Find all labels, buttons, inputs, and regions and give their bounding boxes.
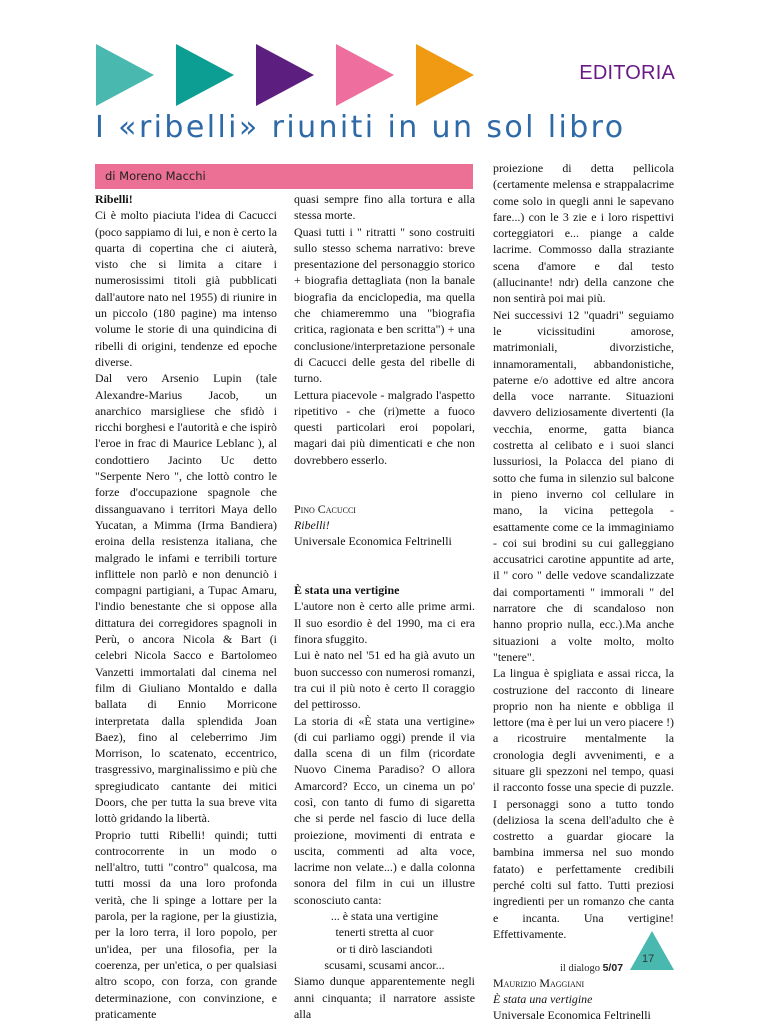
section-label: EDITORIA — [579, 62, 675, 84]
byline: di Moreno Macchi — [105, 169, 206, 183]
paragraph: La lingua è spigliata e assai ricca, la costruzione del racconto di lineare proprio non ha niente e obbliga il lettore (ma è per lui un vero piacere !) a ricostruire mentalmente la cronologia degli avvenimenti, e a situare gli spezzoni nel tempo, quasi il racconto fosse una specie di puzzle. I personaggi sono a tutto tondo (deliziosa la scena dell'adulto che è costretto a guardar giocare la bambina immersa nel suo mondo fatato) e perfettamente credibili perché colti sul fatto. Tutti preziosi ingredienti per un romanzo che canta e incanta. Una vertigine! Effettivamente. — [493, 666, 674, 941]
book-author: Pino Cacucci — [294, 501, 356, 516]
column-3 — [493, 160, 674, 1024]
book-author: Maurizio Maggiani — [493, 975, 585, 990]
paragraph: Proprio tutti Ribelli! quindi; tutti controcorrente in un modo o nell'altro, tutti "contro" qualcosa, ma tutti mossi da una loro profonda verità, che li spinge a lottare per la parola, per la ragione, per la giustizia, per la loro terra, il loro popolo, per un'idea, per una filosofia, per la coerenza, per un'etica, o per qualsiasi altro scopo, con forza, con grande determinazione, con convinzione, e praticamente — [95, 827, 277, 1021]
decor-triangle-2 — [176, 44, 234, 106]
paragraph: proiezione di detta pellicola (certamente melensa e strappalacrime come solo in quegli anni le sapevano fare...) con le 3 zie e i loro rispettivi corteggiatori e... piange a calde lacrime. Commosso dalla straziante scena d'amore e dal testo (allucinante! ndr) della canzone che non sentirà poi mai più. — [493, 161, 674, 306]
paragraph: Dal vero Arsenio Lupin (tale Alexandre-Marius Jacob, un anarchico marsigliese che sfidò i ricchi borghesi e l'autorità e che ispirò l'eroe in frac di Maurice Leblanc ), al condottiero Jacinto Uc detto "Serpente Nero ", che lottò contro le forze d'occupazione spagnole che dissanguavano i territori Maya dello Yucatan, a Mimma (Irma Bandiera) eroina della resistenza italiana, che malgrado le infami e terribili torture inflittele non parlò e non denunciò i compagni partigiani, a Tupac Amaru, l'indio benestante che si oppose alla dittatura dei corregidores spagnoli in Perù, o ancora Nicola & Bart (i celebri Nicola Sacco e Bartolomeo Vanzetti immortalati dal cinema nel film di Giuliano Montaldo e dalla ballata di Ennio Morricone interpretata dalla splendida Joan Baez), fino al celeberrimo Jim Morrison, lo scatenato, eccentrico, trasgressivo, marginalissimo e più che spregiudicato cantante dei mitici Doors, che per tutta la sua breve vita lottò gridando la libertà. — [95, 371, 277, 826]
paragraph: Quasi tutti i " ritratti " sono costruiti sullo stesso schema narrativo: breve presentazione del personaggio storico + biografia dettagliata (non la banale biografia da enciclopedia, ma quella che chiameremmo una "biografia critica, ragionata e ben scritta") + una conclusione/interpretazione personale di Cacucci delle gesta del ribelle di turno. — [294, 224, 475, 386]
book-title: Ribelli! — [294, 517, 330, 532]
verse-line: tenerti stretta al cuor — [335, 925, 434, 940]
decor-triangle-3 — [256, 44, 314, 106]
decor-triangle-1 — [96, 44, 154, 106]
paragraph: L'autore non è certo alle prime armi. Il suo esordio è del 1990, ma ci era finora sfuggito. — [294, 599, 475, 647]
decor-triangle-5 — [416, 44, 474, 106]
page-number: 17 — [642, 953, 655, 965]
book-title: È stata una vertigine — [493, 992, 593, 1007]
subheading-vertigine: È stata una vertigine — [294, 583, 400, 598]
paragraph: quasi sempre fino alla tortura e alla stessa morte. — [294, 192, 475, 223]
column-1 — [95, 191, 277, 1022]
magazine-name: il dialogo — [560, 963, 600, 974]
paragraph: Ci è molto piaciuta l'idea di Cacucci (poco sappiamo di lui, e non è certo la quarta di copertina che ci aiuterà, visto che si limita a citare i numerosissimi titoli già pubblicati dall'autore nato nel 1955) di riunire in un piccolo (180 pagine) ma intenso volume le storie di una quindicina di ribelli di origini, tendenze ed epoche diverse. — [95, 208, 277, 369]
paragraph: Lettura piacevole - malgrado l'aspetto ripetitivo - che (ri)mette a fuoco questi particolari eroi popolari, magari dai più dimenticati e che non dovrebbero esserlo. — [294, 387, 475, 467]
paragraph: Lui è nato nel '51 ed ha già avuto un buon successo con numerosi romanzi, tra cui il più noto è certo Il coraggio del pettirosso. — [294, 648, 475, 712]
verse-line: scusami, scusami ancor... — [324, 957, 445, 972]
book-publisher: Universale Economica Feltrinelli — [493, 1008, 651, 1023]
article-title: I «ribelli» riuniti in un sol libro — [95, 110, 626, 145]
decor-triangle-4 — [336, 44, 394, 106]
footer — [560, 962, 623, 974]
paragraph: Siamo dunque apparentemente negli anni cinquanta; il narratore assiste alla — [294, 974, 475, 1021]
verse-line: ... è stata una vertigine — [330, 909, 439, 924]
paragraph: La storia di «È stata una vertigine» (di cui parliamo oggi) prende il via dalla scena di un film (ricordate Nuovo Cinema Paradiso? O allora Amarcord? Ecco, un cinema un po' così, con tanto di fumo di sigaretta che si perde nel fascio di luce della proiezione, movimenti di entrata e uscita, commenti ad alta voce, lacrime non velate...) e dalla colonna sonora del film in cui un illustre sconosciuto canta: — [294, 713, 475, 907]
column-2 — [294, 191, 475, 1022]
subheading-ribelli: Ribelli! — [95, 192, 133, 206]
book-publisher: Universale Economica Feltrinelli — [294, 534, 452, 549]
byline-bar — [95, 164, 473, 189]
verse-line: or ti dirò lasciandoti — [336, 941, 433, 956]
issue-number: 5/07 — [602, 962, 624, 974]
paragraph: Nei successivi 12 "quadri" seguiamo le vicissitudini amorose, matrimoniali, divorzistiche, innamoramentali, abbandonistiche, paterne e/o adottive ed altre ancora della voce narrante. Situazioni davvero deliziosamente divertenti (la vecchia, enorme, gatta bianca costretta al celibato e i suoi slanci lussuriosi, la Polacca del piano di sotto che fuma in silenzio sul balcone in pieno inverno col cellulare in mano, la vicina pettegola - esattamente come ce la immaginiamo - coi sui brodini su cui galleggiano accusatrici carotine appuntite ad arte, il " coro " delle vedove scandalizzate dai comportamenti " immorali " del narratore che di scandaloso non hanno proprio nulla, ecc.).Ma anche situazioni a volte molto, molto "tenere". — [493, 307, 674, 664]
